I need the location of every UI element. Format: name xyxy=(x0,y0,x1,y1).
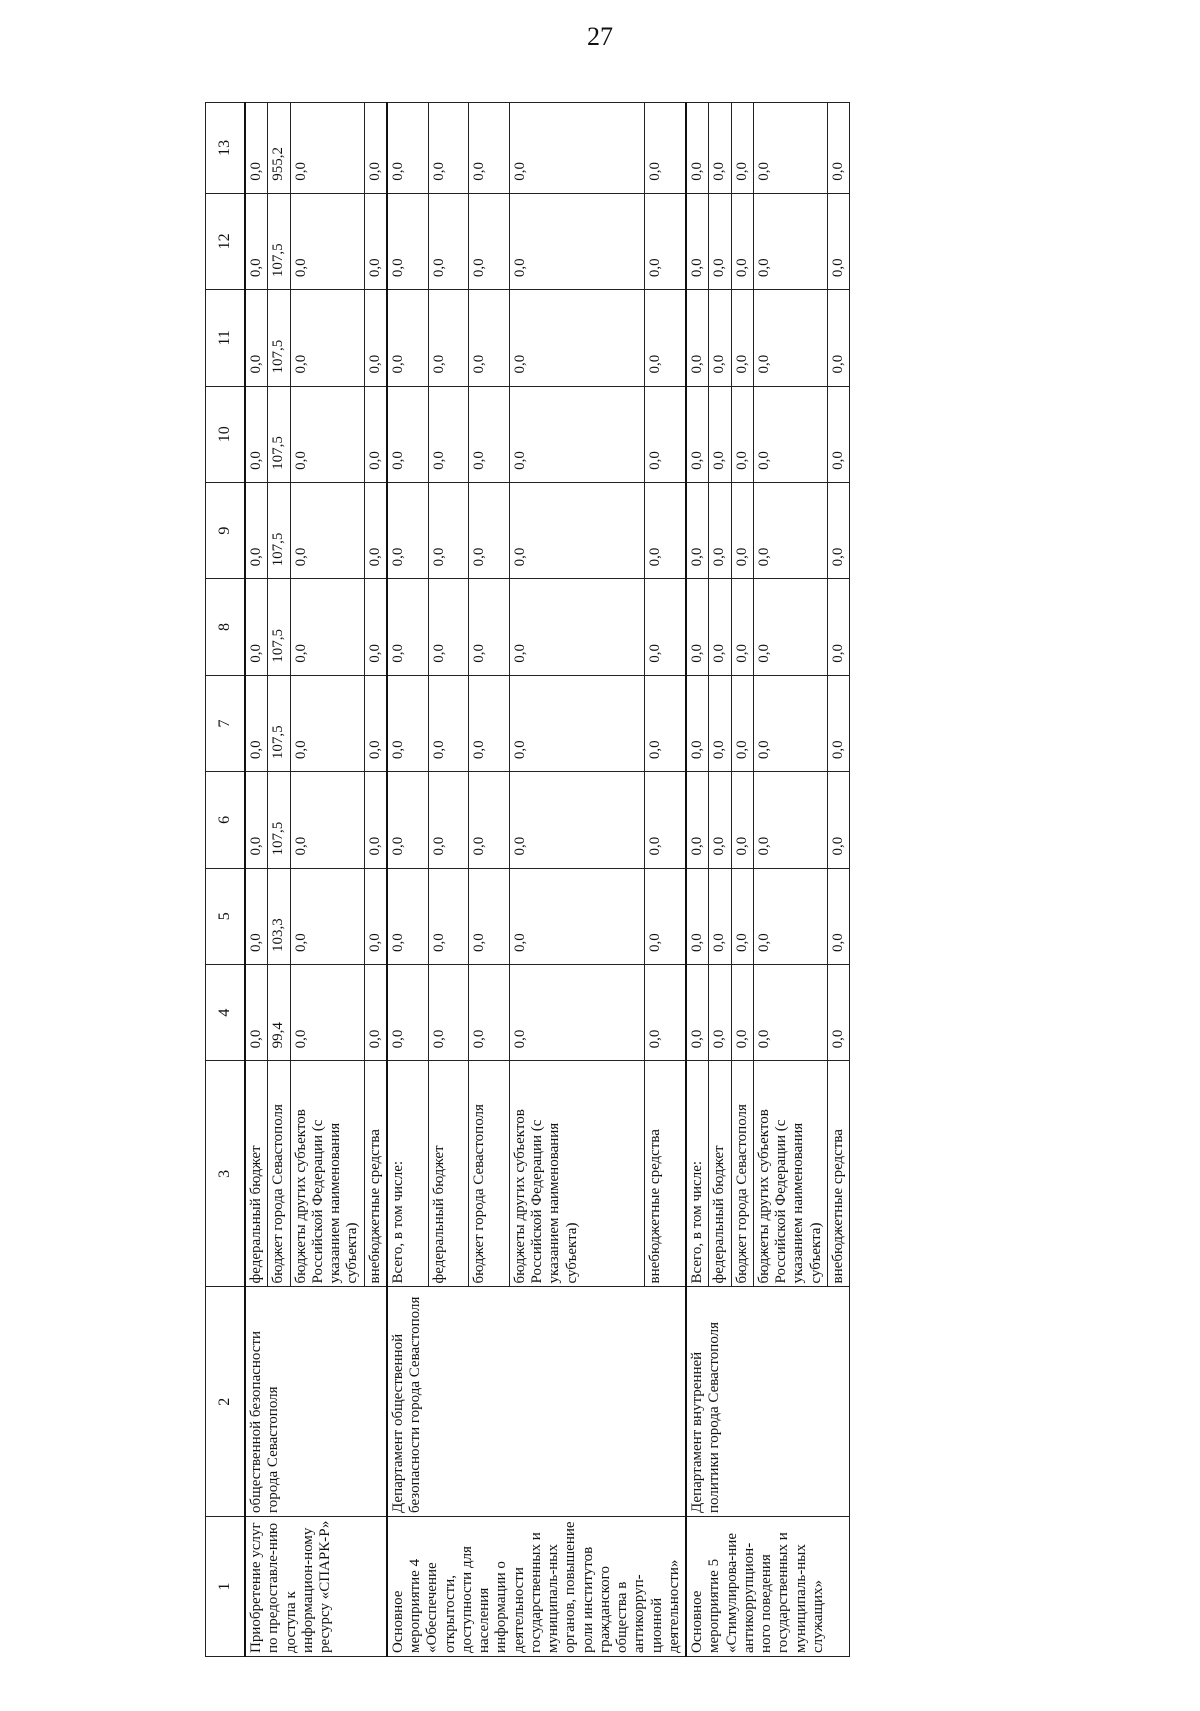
value-cell: 0,0 xyxy=(509,868,644,964)
table-header-row xyxy=(206,103,246,1657)
value-cell: 0,0 xyxy=(709,868,731,964)
value-cell: 0,0 xyxy=(245,772,268,868)
table-row xyxy=(245,103,268,1657)
value-cell: 0,0 xyxy=(469,579,510,675)
executor-cell: общественной безопасности города Севастополя xyxy=(245,1287,387,1517)
value-cell: 0,0 xyxy=(827,675,849,771)
value-cell: 0,0 xyxy=(245,675,268,771)
value-cell: 0,0 xyxy=(644,386,686,482)
value-cell: 0,0 xyxy=(644,290,686,386)
value-cell: 0,0 xyxy=(245,964,268,1060)
funding-source-cell: бюджет города Севастополя xyxy=(469,1061,510,1287)
executor-cell: Департамент внутренней политики города Севастополя xyxy=(686,1287,850,1517)
funding-source-cell: Всего, в том числе: xyxy=(686,1061,709,1287)
value-cell: 0,0 xyxy=(686,579,709,675)
value-cell: 0,0 xyxy=(709,772,731,868)
value-cell: 0,0 xyxy=(509,482,644,578)
value-cell: 0,0 xyxy=(686,193,709,289)
value-cell: 0,0 xyxy=(709,386,731,482)
table-row xyxy=(686,103,709,1657)
value-cell: 0,0 xyxy=(428,193,469,289)
value-cell: 0,0 xyxy=(364,482,387,578)
column-header-4: 4 xyxy=(206,964,246,1060)
value-cell: 0,0 xyxy=(709,193,731,289)
value-cell: 99,4 xyxy=(268,964,290,1060)
value-cell: 0,0 xyxy=(509,193,644,289)
value-cell: 0,0 xyxy=(469,193,510,289)
value-cell: 0,0 xyxy=(827,964,849,1060)
value-cell: 0,0 xyxy=(364,675,387,771)
value-cell: 107,5 xyxy=(268,482,290,578)
value-cell: 0,0 xyxy=(709,290,731,386)
value-cell: 0,0 xyxy=(364,193,387,289)
value-cell: 0,0 xyxy=(827,290,849,386)
value-cell: 0,0 xyxy=(731,482,753,578)
value-cell: 0,0 xyxy=(290,868,364,964)
value-cell: 0,0 xyxy=(290,579,364,675)
value-cell: 0,0 xyxy=(509,386,644,482)
value-cell: 0,0 xyxy=(753,386,827,482)
value-cell: 0,0 xyxy=(753,964,827,1060)
value-cell: 0,0 xyxy=(290,386,364,482)
column-header-7: 7 xyxy=(206,675,246,771)
column-header-3: 3 xyxy=(206,1061,246,1287)
value-cell: 0,0 xyxy=(731,579,753,675)
value-cell: 0,0 xyxy=(753,482,827,578)
value-cell: 0,0 xyxy=(731,290,753,386)
value-cell: 0,0 xyxy=(709,103,731,194)
value-cell: 0,0 xyxy=(290,482,364,578)
value-cell: 0,0 xyxy=(364,386,387,482)
value-cell: 0,0 xyxy=(387,579,429,675)
value-cell: 0,0 xyxy=(387,482,429,578)
column-header-6: 6 xyxy=(206,772,246,868)
executor-cell: Департамент общественной безопасности города Севастополя xyxy=(387,1287,686,1517)
value-cell: 0,0 xyxy=(753,193,827,289)
value-cell: 0,0 xyxy=(387,675,429,771)
value-cell: 0,0 xyxy=(245,193,268,289)
value-cell: 0,0 xyxy=(509,290,644,386)
table-row xyxy=(387,103,429,1657)
value-cell: 0,0 xyxy=(428,482,469,578)
value-cell: 0,0 xyxy=(709,675,731,771)
value-cell: 0,0 xyxy=(686,386,709,482)
value-cell: 0,0 xyxy=(753,579,827,675)
value-cell: 0,0 xyxy=(686,772,709,868)
value-cell: 0,0 xyxy=(827,386,849,482)
value-cell: 0,0 xyxy=(387,386,429,482)
value-cell: 0,0 xyxy=(731,193,753,289)
value-cell: 0,0 xyxy=(686,868,709,964)
value-cell: 0,0 xyxy=(428,579,469,675)
funding-table xyxy=(205,102,850,1657)
value-cell: 0,0 xyxy=(686,103,709,194)
value-cell: 0,0 xyxy=(428,964,469,1060)
value-cell: 0,0 xyxy=(827,579,849,675)
value-cell: 0,0 xyxy=(731,386,753,482)
value-cell: 0,0 xyxy=(428,868,469,964)
value-cell: 0,0 xyxy=(731,772,753,868)
value-cell: 0,0 xyxy=(290,103,364,194)
value-cell: 0,0 xyxy=(469,482,510,578)
value-cell: 0,0 xyxy=(753,290,827,386)
value-cell: 0,0 xyxy=(509,103,644,194)
value-cell: 0,0 xyxy=(686,290,709,386)
value-cell: 0,0 xyxy=(827,772,849,868)
value-cell: 0,0 xyxy=(245,482,268,578)
value-cell: 0,0 xyxy=(753,772,827,868)
column-header-11: 11 xyxy=(206,290,246,386)
value-cell: 0,0 xyxy=(509,772,644,868)
value-cell: 0,0 xyxy=(245,290,268,386)
column-header-2: 2 xyxy=(206,1287,246,1517)
value-cell: 0,0 xyxy=(731,103,753,194)
funding-source-cell: бюджет города Севастополя xyxy=(731,1061,753,1287)
value-cell: 0,0 xyxy=(245,868,268,964)
value-cell: 0,0 xyxy=(509,579,644,675)
value-cell: 0,0 xyxy=(827,103,849,194)
column-header-9: 9 xyxy=(206,482,246,578)
funding-source-cell: внебюджетные средства xyxy=(827,1061,849,1287)
value-cell: 0,0 xyxy=(686,964,709,1060)
funding-source-cell: Всего, в том числе: xyxy=(387,1061,429,1287)
value-cell: 0,0 xyxy=(731,964,753,1060)
value-cell: 0,0 xyxy=(387,772,429,868)
value-cell: 0,0 xyxy=(428,103,469,194)
value-cell: 0,0 xyxy=(731,868,753,964)
value-cell: 0,0 xyxy=(709,482,731,578)
value-cell: 103,3 xyxy=(268,868,290,964)
value-cell: 0,0 xyxy=(644,868,686,964)
value-cell: 0,0 xyxy=(428,386,469,482)
funding-source-cell: внебюджетные средства xyxy=(364,1061,387,1287)
value-cell: 0,0 xyxy=(753,868,827,964)
value-cell: 0,0 xyxy=(469,964,510,1060)
value-cell: 107,5 xyxy=(268,193,290,289)
value-cell: 0,0 xyxy=(644,579,686,675)
value-cell: 0,0 xyxy=(387,193,429,289)
column-header-8: 8 xyxy=(206,579,246,675)
funding-source-cell: внебюджетные средства xyxy=(644,1061,686,1287)
table-body xyxy=(245,103,850,1657)
value-cell: 107,5 xyxy=(268,772,290,868)
value-cell: 0,0 xyxy=(469,386,510,482)
measure-cell: Основное мероприятие 4 «Обеспечение открытости, доступности для населения информации о деятельности государственных и муниципаль-ных органов, повышение роли институтов гражданского общества в антикорруп-ционной деятельности» xyxy=(387,1516,686,1656)
value-cell: 0,0 xyxy=(245,386,268,482)
column-header-5: 5 xyxy=(206,868,246,964)
value-cell: 0,0 xyxy=(686,675,709,771)
value-cell: 0,0 xyxy=(364,103,387,194)
value-cell: 0,0 xyxy=(509,675,644,771)
value-cell: 0,0 xyxy=(686,482,709,578)
value-cell: 0,0 xyxy=(387,290,429,386)
value-cell: 0,0 xyxy=(290,772,364,868)
value-cell: 0,0 xyxy=(509,964,644,1060)
value-cell: 0,0 xyxy=(364,579,387,675)
value-cell: 0,0 xyxy=(644,964,686,1060)
value-cell: 0,0 xyxy=(644,772,686,868)
value-cell: 0,0 xyxy=(753,103,827,194)
value-cell: 0,0 xyxy=(827,868,849,964)
value-cell: 107,5 xyxy=(268,579,290,675)
value-cell: 0,0 xyxy=(364,964,387,1060)
value-cell: 0,0 xyxy=(709,579,731,675)
value-cell: 0,0 xyxy=(644,482,686,578)
funding-source-cell: бюджеты других субъектов Российской Федерации (с указанием наименования субъекта) xyxy=(753,1061,827,1287)
funding-source-cell: бюджеты других субъектов Российской Федерации (с указанием наименования субъекта) xyxy=(290,1061,364,1287)
value-cell: 0,0 xyxy=(290,193,364,289)
value-cell: 0,0 xyxy=(245,103,268,194)
value-cell: 0,0 xyxy=(245,579,268,675)
value-cell: 0,0 xyxy=(709,964,731,1060)
table-viewport xyxy=(205,102,1088,1657)
value-cell: 955,2 xyxy=(268,103,290,194)
value-cell: 0,0 xyxy=(428,772,469,868)
value-cell: 0,0 xyxy=(428,675,469,771)
value-cell: 0,0 xyxy=(827,193,849,289)
funding-source-cell: федеральный бюджет xyxy=(245,1061,268,1287)
funding-source-cell: бюджет города Севастополя xyxy=(268,1061,290,1287)
measure-cell: Приобретение услуг по предоставле-нию доступа к информацион-ному ресурсу «СПАРК-Р» xyxy=(245,1516,387,1656)
page-number: 27 xyxy=(587,22,613,51)
value-cell: 0,0 xyxy=(469,675,510,771)
value-cell: 0,0 xyxy=(644,103,686,194)
value-cell: 0,0 xyxy=(387,103,429,194)
value-cell: 0,0 xyxy=(364,868,387,964)
value-cell: 0,0 xyxy=(469,772,510,868)
column-header-1: 1 xyxy=(206,1516,246,1656)
funding-source-cell: федеральный бюджет xyxy=(709,1061,731,1287)
funding-source-cell: бюджеты других субъектов Российской Федерации (с указанием наименования субъекта) xyxy=(509,1061,644,1287)
value-cell: 0,0 xyxy=(644,675,686,771)
value-cell: 0,0 xyxy=(469,290,510,386)
value-cell: 0,0 xyxy=(290,675,364,771)
value-cell: 0,0 xyxy=(364,290,387,386)
value-cell: 0,0 xyxy=(387,964,429,1060)
column-header-12: 12 xyxy=(206,193,246,289)
value-cell: 0,0 xyxy=(364,772,387,868)
value-cell: 107,5 xyxy=(268,290,290,386)
rotated-table-container xyxy=(205,102,1088,1657)
value-cell: 0,0 xyxy=(827,482,849,578)
value-cell: 0,0 xyxy=(290,964,364,1060)
value-cell: 0,0 xyxy=(644,193,686,289)
column-header-10: 10 xyxy=(206,386,246,482)
value-cell: 0,0 xyxy=(753,675,827,771)
value-cell: 0,0 xyxy=(428,290,469,386)
value-cell: 0,0 xyxy=(290,290,364,386)
value-cell: 107,5 xyxy=(268,675,290,771)
column-header-13: 13 xyxy=(206,103,246,194)
value-cell: 0,0 xyxy=(469,868,510,964)
value-cell: 0,0 xyxy=(469,103,510,194)
value-cell: 0,0 xyxy=(731,675,753,771)
value-cell: 107,5 xyxy=(268,386,290,482)
funding-source-cell: федеральный бюджет xyxy=(428,1061,469,1287)
value-cell: 0,0 xyxy=(387,868,429,964)
measure-cell: Основное мероприятие 5 «Стимулирова-ние антикоррупцион-ного поведения государственных и муниципаль-ных служащих» xyxy=(686,1516,850,1656)
